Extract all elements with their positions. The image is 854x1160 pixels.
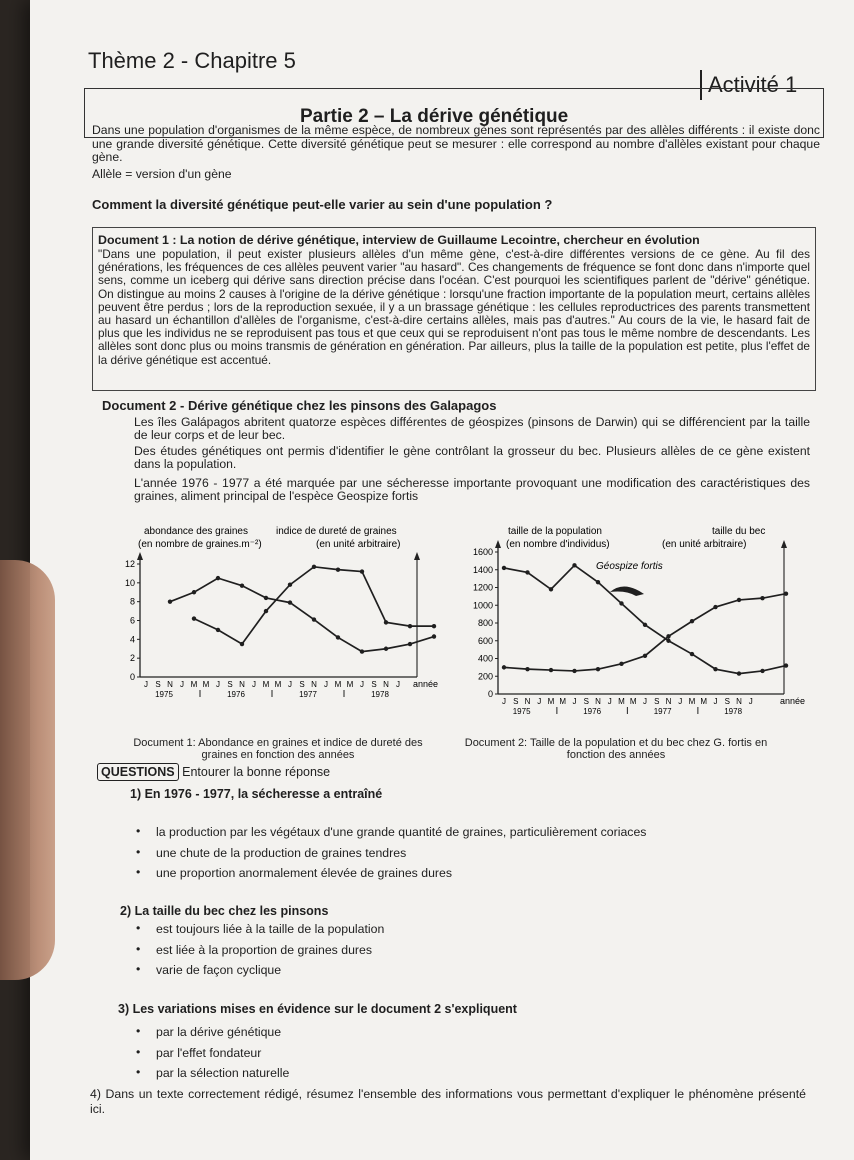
chart2-month-label: S (654, 697, 660, 706)
chart2-series-2-point (572, 669, 576, 673)
chart2-month-label: S (724, 697, 730, 706)
chart2-month-label: J (502, 697, 506, 706)
chart2-series-1-point (760, 669, 764, 673)
chart2-month-label: M (629, 697, 637, 706)
chart1-year-label: 1978 (371, 690, 389, 699)
document1-title: Document 1 : La notion de dérive génétique, interview de Guillaume Lecointre, chercheur en évolution (98, 233, 700, 247)
chart2-year-label: 1975 (512, 707, 531, 716)
chart1-series-2-point (312, 565, 316, 569)
chart2-month-label: S (513, 697, 519, 706)
chart2-ylabel-left-1: taille de la population (508, 526, 602, 537)
theme-title: Thème 2 - Chapitre 5 (88, 48, 296, 73)
q2-option-3[interactable]: • varie de façon cyclique (130, 963, 384, 984)
chart2-month-label: M (547, 697, 555, 706)
chart1-series-2-point (336, 567, 340, 571)
chart2-ylabel-right-2: (en unité arbitraire) (662, 539, 747, 550)
chart1-ytick-label: 12 (124, 559, 135, 569)
chart1-series-1-point (312, 617, 316, 621)
chart2-series-1-point (525, 570, 529, 574)
chart2-month-label: M (559, 697, 567, 706)
chart1-series-2-point (408, 624, 412, 628)
chart2-series-2-point (666, 634, 670, 638)
chart-population-beak (462, 522, 820, 732)
chart-seed-abundance-hardness (112, 522, 457, 732)
chart1-month-label: M (190, 680, 198, 689)
chart2-ylabel-right-1: taille du bec (712, 526, 766, 537)
chart1-month-label: S (227, 680, 233, 689)
chart2-month-label: S (583, 697, 589, 706)
chart1-month-label: M (334, 680, 342, 689)
chart2-month-label: M (700, 697, 708, 706)
chart1-ylabel-right-2: (en unité arbitraire) (316, 539, 401, 550)
document2-paragraph-2: Des études génétiques ont permis d'identifier le gène contrôlant la grosseur du bec. Plusieurs allèles de ce gène existent dans la population. (134, 444, 810, 471)
chart2-series-2-point (784, 592, 788, 596)
chart1-series-2-point (288, 583, 292, 587)
chart2-series-2-point (596, 667, 600, 671)
chart2-ylabel-left-2: (en nombre d'individus) (506, 539, 610, 550)
document2-paragraph-1: Les îles Galápagos abritent quatorze espèces différentes de géospizes (pinsons de Darwin) qui se différencient par la taille de leur corps et de leur bec. (134, 415, 810, 442)
chart2-series-1-point (502, 566, 506, 570)
chart1-ytick-label: 6 (129, 615, 135, 626)
chart2-series-1-point (690, 652, 694, 656)
chart1-ylabel-left-1: abondance des graines (144, 526, 248, 537)
chart2-series-2-point (502, 665, 506, 669)
chart1-series-1-point (216, 576, 220, 580)
question-2-title: 2) La taille du bec chez les pinsons (120, 904, 329, 918)
chart1-month-label: N (167, 680, 173, 689)
questions-label: QUESTIONS (97, 763, 179, 781)
chart1-series-1-point (240, 583, 244, 587)
chart2-month-label: N (665, 697, 672, 706)
main-question: Comment la diversité génétique peut-elle varier au sein d'une population ? (92, 197, 553, 212)
question-3-options (130, 1025, 289, 1087)
chart1-series-1-point (264, 596, 268, 600)
allele-definition: Allèle = version d'un gène (92, 167, 232, 181)
chart2-ytick-label: 600 (477, 635, 493, 646)
question-2-options (130, 922, 384, 984)
chart2-month-label: J (678, 697, 683, 706)
chart1-series-2-point (384, 620, 388, 624)
chart2-ytick-label: 1000 (472, 600, 493, 611)
chart2-series-1-point (713, 667, 717, 671)
chart2-month-label: N (736, 697, 742, 706)
chart1-series-2-point (240, 642, 244, 646)
chart2-series-2-point (760, 596, 764, 600)
chart1-year-label: 1975 (155, 690, 173, 699)
chart1-month-label: J (396, 680, 400, 689)
chart1-series-2-point (360, 569, 364, 573)
chart1-month-label: M (346, 680, 354, 689)
chart1-month-label: M (262, 680, 270, 689)
chart1-year-label: 1976 (227, 690, 245, 699)
document1-text: "Dans une population, il peut exister plusieurs allèles d'un même gène, c'est-à-dire différentes versions de ce gène. Au fil des générations, les fréquences de ces allèles peuvent varier "au hasard". Ces changements de fréquence se font donc dans n'importe quel sens, comme un iceberg qui dérive sans direction précise dans l'océan. C'est pourquoi les scientifiques parlent de "dérive" génétique. On distingue au moins 2 causes à l'origine de la dérive génétique : lorsqu'une fraction importante de la population meurt, certains allèles peuvent être perdus ; lors de la reproduction sexuée, il y a un brassage génétique : les cellules reproductrices des parents transmettent au hasard un échantillon d'allèles de l'organisme, c'est-à-dire certains allèles, mais pas d'autres." Au cours de la vie, le hasard fait de plus que les individus ne se reproduisent pas tous et que ceux qui se reproduisent n'ont pas tous le même nombre de descendants. Les allèles sont donc plus ou moins transmis de génération en génération. Par ailleurs, plus la taille de la population est petite, plus l'effet de la dérive génétique est accentué. (98, 247, 810, 367)
chart1-month-label: N (239, 680, 245, 689)
chart2-series-2-point (713, 605, 717, 609)
chart1-ylabel-right-1: indice de dureté de graines (276, 526, 397, 537)
chart2-month-label: J (607, 697, 612, 706)
question-4: 4) Dans un texte correctement rédigé, résumez l'ensemble des informations vous permettant d'expliquer le phénomène présenté ici. (90, 1087, 806, 1116)
chart2-series-2-point (737, 598, 741, 602)
chart1-series-2-point (192, 616, 196, 620)
chart1-ytick-label: 4 (129, 634, 135, 645)
chart1-month-label: S (299, 680, 305, 689)
finch-silhouette (610, 586, 644, 596)
chart1-series-1-point (192, 590, 196, 594)
chart1-month-label: N (383, 680, 389, 689)
chart2-month-label: J (748, 697, 753, 706)
activite-label: Activité 1 (700, 70, 797, 100)
q3-option-3[interactable]: • par la sélection naturelle (130, 1066, 289, 1087)
chart1-series-1-line (170, 578, 434, 651)
chart2-series-1-point (572, 563, 576, 567)
chart1-series-2-point (432, 624, 436, 628)
chart2-ytick-label: 800 (477, 618, 493, 628)
chart2-caption: Document 2: Taille de la population et du bec chez G. fortis en fonction des années (464, 737, 768, 761)
chart2-series-2-line (504, 594, 786, 671)
chart2-xlabel: année (780, 696, 806, 706)
chart2-month-label: M (618, 697, 625, 706)
thumb (0, 560, 55, 980)
chart1-ytick-label: 0 (129, 672, 135, 682)
chart1-series-2-line (194, 567, 434, 644)
q1-option-3[interactable]: • une proportion anormalement élevée de graines dures (130, 866, 646, 887)
chart2-month-label: J (537, 697, 542, 706)
chart2-series-1-point (596, 580, 600, 584)
chart2-month-label: N (524, 697, 531, 706)
partie-title: Partie 2 – La dérive génétique (300, 106, 569, 127)
chart2-ytick-label: 1600 (472, 547, 493, 557)
chart2-month-label: J (713, 697, 718, 706)
chart1-month-label: J (288, 680, 292, 689)
chart2-ytick-label: 400 (477, 653, 493, 664)
chart2-series-2-point (619, 662, 623, 666)
chart1-series-2-point (216, 628, 220, 632)
chart2-species-label: Géospize fortis (596, 561, 663, 572)
chart1-month-label: J (216, 680, 220, 689)
q3-option-2[interactable]: • par l'effet fondateur (130, 1046, 289, 1067)
intro-paragraph: Dans une population d'organismes de la même espèce, de nombreux gènes sont représentés par des allèles différents : il existe donc une grande diversité génétique. Cette diversité génétique peut se mesurer : elle correspond au nombre d'allèles existant pour chaque gène. (92, 123, 820, 164)
chart1-year-label: 1977 (299, 690, 317, 699)
chart1-month-label: J (144, 680, 148, 689)
chart1-month-label: N (311, 680, 317, 689)
chart1-month-label: M (274, 680, 282, 689)
chart1-series-1-point (288, 600, 292, 604)
document2-title: Document 2 - Dérive génétique chez les pinsons des Galapagos (102, 398, 497, 413)
chart1-series-1-point (432, 634, 436, 638)
chart2-series-1-point (737, 671, 741, 675)
chart2-month-label: M (688, 697, 696, 706)
q3-option-1[interactable]: • par la dérive génétique (130, 1025, 289, 1046)
chart2-series-2-point (690, 619, 694, 623)
chart1-y2-arrow (414, 552, 420, 560)
chart1-series-1-point (336, 635, 340, 639)
chart2-series-1-point (784, 663, 788, 667)
chart1-caption: Document 1: Abondance en graines et indice de dureté des graines en fonction des années (133, 737, 423, 761)
chart1-month-label: J (252, 680, 256, 689)
chart1-xlabel: année (413, 679, 439, 689)
question-3-title: 3) Les variations mises en évidence sur le document 2 s'expliquent (118, 1002, 517, 1016)
questions-instruction: Entourer la bonne réponse (182, 765, 331, 779)
chart2-ytick-label: 1200 (472, 582, 493, 593)
chart2-series-2-point (549, 668, 553, 672)
q2-option-2[interactable]: • est liée à la proportion de graines dures (130, 943, 384, 964)
chart1-month-label: S (371, 680, 377, 689)
q1-option-1[interactable]: • la production par les végétaux d'une grande quantité de graines, particulièrement coriaces (130, 825, 646, 846)
chart1-series-1-point (360, 649, 364, 653)
chart2-y-arrow (495, 540, 501, 548)
chart2-month-label: N (595, 697, 601, 706)
chart1-ylabel-left-2: (en nombre de graines.m⁻²) (138, 539, 262, 550)
chart2-ytick-label: 1400 (472, 564, 493, 575)
chart1-month-label: S (155, 680, 161, 689)
chart2-ytick-label: 200 (477, 671, 493, 682)
chart1-series-1-point (168, 599, 172, 603)
chart1-ytick-label: 2 (129, 653, 135, 664)
chart1-ytick-label: 10 (124, 577, 135, 588)
chart2-ytick-label: 0 (487, 689, 493, 699)
chart2-year-label: 1976 (583, 707, 602, 716)
chart1-series-2-point (264, 609, 268, 613)
chart2-year-label: 1977 (653, 707, 672, 716)
question-1-title: 1) En 1976 - 1977, la sécheresse a entraîné (130, 787, 383, 801)
q2-option-1[interactable]: • est toujours liée à la taille de la population (130, 922, 384, 943)
chart1-month-label: M (202, 680, 210, 689)
chart1-series-1-point (408, 642, 412, 646)
chart1-month-label: J (180, 680, 184, 689)
chart1-y-arrow (137, 552, 143, 560)
chart2-series-1-point (619, 601, 623, 605)
chart1-month-label: J (324, 680, 328, 689)
chart2-year-label: 1978 (724, 707, 743, 716)
chart2-month-label: J (572, 697, 577, 706)
chart1-month-label: J (360, 680, 364, 689)
q1-option-2[interactable]: • une chute de la production de graines tendres (130, 846, 646, 867)
questions-header (97, 765, 330, 779)
chart2-series-1-point (666, 639, 670, 643)
chart2-series-2-point (643, 654, 647, 658)
chart2-series-1-point (643, 623, 647, 627)
chart2-month-label: J (643, 697, 647, 706)
question-1-options (130, 825, 646, 887)
chart2-series-2-point (525, 667, 529, 671)
document2-paragraph-3: L'année 1976 - 1977 a été marquée par une sécheresse importante provoquant une modification des caractéristiques des graines, aliment principal de l'espèce Geospize fortis (134, 476, 810, 503)
chart1-ytick-label: 8 (129, 596, 135, 607)
chart2-series-1-point (549, 587, 553, 591)
chart1-series-1-point (384, 647, 388, 651)
chart2-y2-arrow (781, 540, 787, 548)
